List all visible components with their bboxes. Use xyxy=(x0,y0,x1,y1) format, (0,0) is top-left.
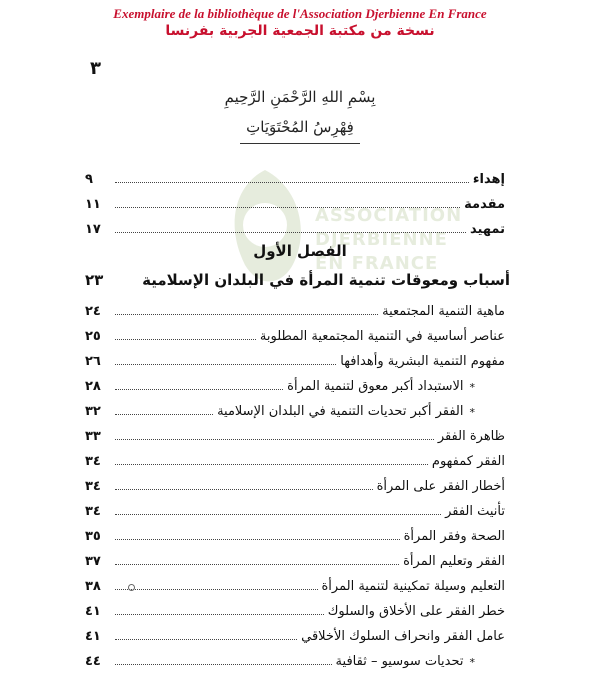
toc-entry-page: ٣٣ xyxy=(85,429,101,444)
toc-entry-page: ٢٤ xyxy=(85,304,101,319)
toc-entry-title: عامل الفقر وانحراف السلوك الأخلاقي xyxy=(301,629,505,644)
watermark-text-3: EN FRANCE xyxy=(315,253,439,274)
toc-entry-title: تمهيد xyxy=(470,222,505,237)
leader-dots xyxy=(115,514,441,515)
toc-entry-title: عناصر أساسية في التنمية المجتمعية المطلوبة xyxy=(259,329,505,344)
leader-dots xyxy=(115,464,428,465)
chapter-label: الفصل الأول xyxy=(253,242,347,260)
toc-entry-title: الصحة وفقر المرأة xyxy=(403,529,505,544)
header-french-line: Exemplaire de la bibliothèque de l'Association Djerbienne En France xyxy=(113,6,487,21)
toc-entry-title: تحديات سوسيو – ثقافية xyxy=(335,654,464,669)
toc-entry[interactable] xyxy=(85,347,505,369)
toc-entry-page: ٤٤ xyxy=(85,654,101,669)
toc-entry-page: ٤١ xyxy=(85,604,101,619)
toc-entry-page: ٣٤ xyxy=(85,504,101,519)
library-header xyxy=(0,6,600,39)
toc-entry-page: ٣٨ xyxy=(85,579,101,594)
toc-entry-title: مقدمة xyxy=(464,197,505,212)
chapter-page: ٢٣ xyxy=(85,271,104,289)
header-arabic-line: نسخة من مكتبة الجمعية الجربية بفرنسا xyxy=(165,23,435,39)
title-underline xyxy=(240,143,360,144)
chapter-title: أسباب ومعوقات تنمية المرأة في البلدان الإسلامية xyxy=(142,271,510,289)
toc-entry[interactable] xyxy=(85,472,505,494)
toc-entry-title: ماهية التنمية المجتمعية xyxy=(382,304,505,319)
leader-dots xyxy=(115,339,256,340)
leader-dots xyxy=(115,614,324,615)
page-number: ٣ xyxy=(90,58,101,79)
toc-entry-page: ٢٨ xyxy=(85,379,101,394)
leader-dots xyxy=(115,232,466,233)
toc-entry[interactable] xyxy=(85,422,505,444)
toc-entry-title: أخطار الفقر على المرأة xyxy=(376,479,505,494)
leader-dots xyxy=(115,389,283,390)
leader-dots xyxy=(115,539,400,540)
bullet-icon: * xyxy=(469,656,475,669)
toc-entry-title: الفقر كمفهوم xyxy=(431,454,505,469)
leader-dots xyxy=(115,182,469,183)
toc-entry[interactable] xyxy=(85,597,505,619)
toc-subentry[interactable] xyxy=(85,647,475,669)
toc-entry-page: ٢٥ xyxy=(85,329,101,344)
watermark-text-2: DJERBIENNE xyxy=(315,229,448,250)
toc-entry-page: ٤١ xyxy=(85,629,101,644)
toc-entry[interactable] xyxy=(85,572,505,594)
toc-entry[interactable] xyxy=(85,165,505,187)
toc-entry-page: ٩ xyxy=(85,172,93,187)
leader-dots xyxy=(115,414,213,415)
page-title: فِهْرِسُ المُحْتَوَيَاتِ xyxy=(246,118,354,136)
toc-entry-title: الفقر أكبر تحديات التنمية في البلدان الإسلامية xyxy=(217,404,464,419)
toc-entry-title: إهداء xyxy=(472,172,505,187)
toc-entry-title: ظاهرة الفقر xyxy=(437,429,505,444)
bullet-icon: * xyxy=(469,381,475,394)
leader-dots xyxy=(115,207,460,208)
toc-entry[interactable] xyxy=(85,547,505,569)
toc-entry-page: ٢٦ xyxy=(85,354,101,369)
watermark-text-1: ASSOCIATION xyxy=(315,205,463,226)
toc-entry[interactable] xyxy=(85,522,505,544)
leader-dots xyxy=(115,564,399,565)
toc-entry-page: ٣٤ xyxy=(85,454,101,469)
toc-subentry[interactable] xyxy=(85,397,475,419)
toc-entry[interactable] xyxy=(85,215,505,237)
leader-dots xyxy=(115,364,336,365)
toc-entry-page: ٣٢ xyxy=(85,404,101,419)
toc-entry-title: الاستبداد أكبر معوق لتنمية المرأة xyxy=(287,379,464,394)
toc-entry-title: التعليم وسيلة تمكينية لتنمية المرأة xyxy=(321,579,505,594)
toc-entry-page: ٣٥ xyxy=(85,529,101,544)
leader-dots xyxy=(115,314,378,315)
toc-entry[interactable] xyxy=(85,297,505,319)
chapter-title-row[interactable] xyxy=(85,267,510,289)
toc-entry-page: ٣٧ xyxy=(85,554,101,569)
toc-entry-page: ١٧ xyxy=(85,222,101,237)
toc-entry-title: خطر الفقر على الأخلاق والسلوك xyxy=(327,604,505,619)
leader-dots xyxy=(115,439,434,440)
toc-entry-page: ١١ xyxy=(85,197,101,212)
toc-entry-title: تأنيث الفقر xyxy=(445,504,505,519)
bullet-icon: * xyxy=(469,406,475,419)
toc-entry-title: مفهوم التنمية البشرية وأهدافها xyxy=(340,354,505,369)
leader-dots xyxy=(115,489,373,490)
toc-entry-page: ٣٤ xyxy=(85,479,101,494)
toc-entry[interactable] xyxy=(85,497,505,519)
toc-entry[interactable] xyxy=(85,322,505,344)
print-mark-icon xyxy=(128,584,135,591)
basmala: بِسْمِ اللهِ الرَّحْمَنِ الرَّحِيمِ xyxy=(224,88,376,106)
leader-dots xyxy=(115,664,332,665)
toc-entry-title: الفقر وتعليم المرأة xyxy=(403,554,505,569)
leader-dots xyxy=(115,589,318,590)
toc-entry[interactable] xyxy=(85,622,505,644)
toc-entry[interactable] xyxy=(85,447,505,469)
toc-entry[interactable] xyxy=(85,190,505,212)
toc-subentry[interactable] xyxy=(85,372,475,394)
leader-dots xyxy=(115,639,297,640)
